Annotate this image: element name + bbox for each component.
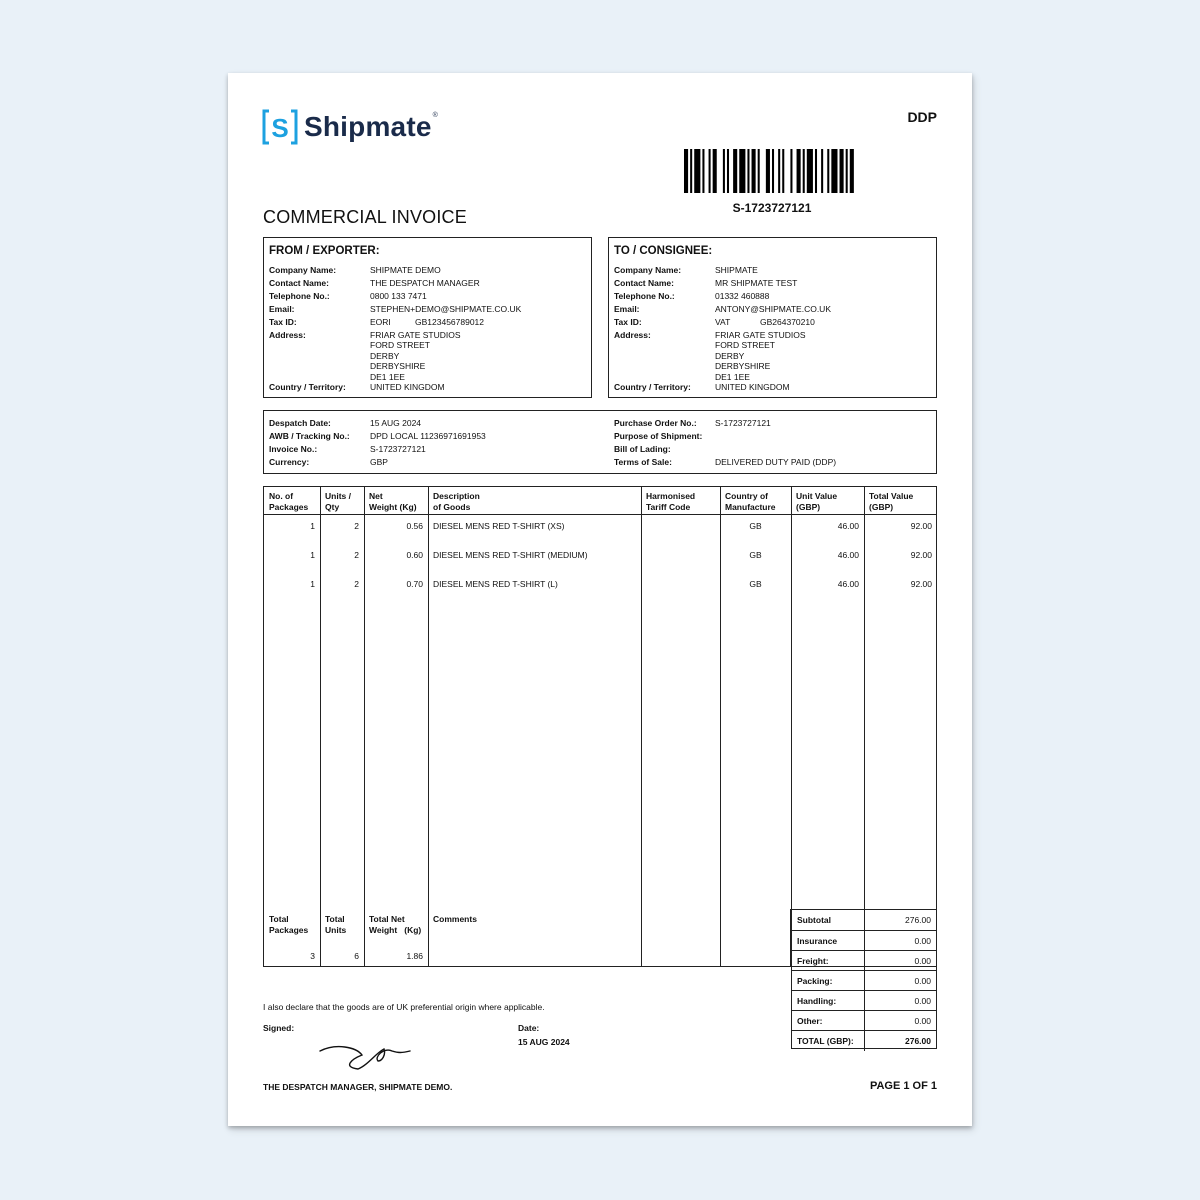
despatch-date: 15 AUG 2024: [370, 418, 422, 428]
column-divider: [641, 487, 642, 966]
consignee-company-label: Company Name:: [614, 265, 682, 275]
header-total-value: Total Value (GBP): [869, 491, 914, 512]
consignee-phone: 01332 460888: [715, 291, 770, 301]
cell-country: GB: [749, 579, 762, 589]
exporter-country-label: Country / Territory:: [269, 382, 346, 392]
total-weight: 1.86: [406, 951, 423, 961]
address-line: FRIAR GATE STUDIOS: [715, 330, 806, 340]
header-tariff: Harmonised Tariff Code: [646, 491, 696, 512]
summary-row: Insurance 0.00: [792, 930, 936, 951]
header-packages: No. of Packages: [269, 491, 309, 512]
summary-box: [791, 909, 937, 1049]
barcode-bar: [690, 149, 692, 193]
exporter-company: SHIPMATE DEMO: [370, 265, 441, 275]
barcode-bar: [702, 149, 704, 193]
cell-country: GB: [749, 550, 762, 560]
barcode-bar: [815, 149, 817, 193]
barcode-bar: [709, 149, 711, 193]
cell-packages: 1: [310, 521, 315, 531]
barcode-bar: [766, 149, 770, 193]
cell-unit-value: 46.00: [837, 550, 859, 560]
address-line: FORD STREET: [370, 340, 430, 351]
barcode-bar: [723, 149, 725, 193]
document-title: COMMERCIAL INVOICE: [263, 207, 467, 227]
items-table: [263, 486, 937, 967]
summary-row: Other: 0.00: [792, 1010, 936, 1031]
exporter-tax-label: Tax ID:: [269, 317, 297, 327]
cell-packages: 1: [310, 550, 315, 560]
po-label: Purchase Order No.:: [614, 418, 697, 428]
terms-label: Terms of Sale:: [614, 457, 672, 467]
signed-label: Signed:: [263, 1023, 295, 1033]
exporter-address-label: Address:: [269, 330, 306, 340]
barcode-bar: [733, 149, 737, 193]
cell-total-value: 92.00: [910, 521, 932, 531]
header-country: Country of Manufacture: [725, 491, 776, 512]
barcode-bar: [778, 149, 780, 193]
consignee-company: SHIPMATE: [715, 265, 758, 275]
registered-mark: ®: [432, 111, 438, 119]
barcode-number: S-1723727121: [732, 201, 812, 215]
address-line: FORD STREET: [715, 340, 775, 351]
tracking-number: DPD LOCAL 11236971691953: [370, 431, 486, 441]
exporter-title: FROM / EXPORTER:: [269, 245, 380, 257]
header-unit-value: Unit Value (GBP): [796, 491, 838, 512]
cell-weight: 0.70: [406, 579, 423, 589]
barcode-bar: [840, 149, 844, 193]
header-weight: Net Weight (Kg): [369, 491, 417, 512]
date-label: Date:: [518, 1023, 540, 1033]
barcode-bar: [827, 149, 829, 193]
cell-country: GB: [749, 521, 762, 531]
consignee-contact-label: Contact Name:: [614, 278, 674, 288]
address-line: DERBY: [370, 350, 400, 361]
consignee-title: TO / CONSIGNEE:: [614, 245, 713, 257]
column-divider: [428, 487, 429, 966]
summary-total-row: TOTAL (GBP): 276.00: [792, 1030, 936, 1051]
total-units: 6: [354, 951, 359, 961]
consignee-phone-label: Telephone No.:: [614, 291, 675, 301]
consignee-box: [608, 237, 937, 398]
barcode-bar: [782, 149, 784, 193]
barcode-bar: [727, 149, 729, 193]
barcode-bar: [831, 149, 837, 193]
barcode-bar: [846, 149, 848, 193]
despatch-date-label: Despatch Date:: [269, 418, 331, 428]
summary-row: Subtotal 276.00: [792, 910, 936, 930]
consignee-tax-id: GB264370210: [760, 317, 815, 327]
exporter-box: [263, 237, 592, 398]
cell-qty: 2: [354, 521, 359, 531]
exporter-contact-label: Contact Name:: [269, 278, 329, 288]
address-line: FRIAR GATE STUDIOS: [370, 330, 461, 340]
page-number: PAGE 1 OF 1: [869, 1080, 937, 1092]
cell-packages: 1: [310, 579, 315, 589]
barcode-bar: [713, 149, 717, 193]
summary-row: Packing: 0.00: [792, 970, 936, 991]
comments-label: Comments: [433, 914, 477, 924]
tracking-label: AWB / Tracking No.:: [269, 431, 350, 441]
currency: GBP: [370, 457, 388, 467]
terms-of-sale: DELIVERED DUTY PAID (DDP): [715, 457, 837, 467]
cell-weight: 0.60: [406, 550, 423, 560]
consignee-country-label: Country / Territory:: [614, 382, 691, 392]
exporter-address: [370, 330, 461, 382]
cell-total-value: 92.00: [910, 579, 932, 589]
invoice-number: S-1723727121: [370, 444, 426, 454]
consignee-email: ANTONY@SHIPMATE.CO.UK: [715, 304, 831, 314]
cell-description: DIESEL MENS RED T-SHIRT (MEDIUM): [433, 550, 588, 560]
barcode-bar: [752, 149, 756, 193]
barcode-bar: [850, 149, 854, 193]
exporter-phone: 0800 133 7471: [370, 291, 427, 301]
exporter-tax-type: EORI: [370, 317, 391, 327]
cell-total-value: 92.00: [910, 550, 932, 560]
signer-name: THE DESPATCH MANAGER, SHIPMATE DEMO.: [263, 1082, 453, 1092]
barcode-bar: [684, 149, 688, 193]
barcode-bar: [747, 149, 749, 193]
total-packages-label: Total Packages: [269, 914, 309, 935]
cell-description: DIESEL MENS RED T-SHIRT (XS): [433, 521, 565, 531]
invoice-no-label: Invoice No.:: [269, 444, 318, 454]
barcode-bar: [758, 149, 760, 193]
address-line: DE1 1EE: [715, 371, 750, 382]
consignee-tax-type: VAT: [715, 317, 731, 327]
date-value: 15 AUG 2024: [518, 1037, 570, 1047]
purpose-label: Purpose of Shipment:: [614, 431, 703, 441]
po-number: S-1723727121: [715, 418, 771, 428]
svg-text:S: S: [271, 113, 289, 143]
header-qty: Units / Qty: [325, 491, 351, 512]
total-packages: 3: [310, 951, 315, 961]
logo-wordmark: Shipmate: [304, 111, 432, 142]
cell-description: DIESEL MENS RED T-SHIRT (L): [433, 579, 558, 589]
shipmate-logo-icon: [262, 109, 298, 145]
declaration: I also declare that the goods are of UK preferential origin where applicable.: [263, 1002, 545, 1012]
exporter-tax-id: GB123456789012: [415, 317, 485, 327]
consignee-country: UNITED KINGDOM: [715, 382, 790, 392]
barcode-bar: [807, 149, 813, 193]
barcode-bar: [821, 149, 823, 193]
cell-unit-value: 46.00: [837, 521, 859, 531]
cell-qty: 2: [354, 550, 359, 560]
barcode-bar: [790, 149, 792, 193]
column-divider: [428, 909, 429, 966]
exporter-email-label: Email:: [269, 304, 295, 314]
summary-row: Handling: 0.00: [792, 990, 936, 1011]
header-description: Description of Goods: [433, 491, 480, 512]
address-line: DERBYSHIRE: [715, 361, 771, 372]
signature: [316, 1041, 416, 1079]
barcode-bar: [772, 149, 774, 193]
address-line: DERBYSHIRE: [370, 361, 426, 372]
barcode-bar: [694, 149, 700, 193]
exporter-email: STEPHEN+DEMO@SHIPMATE.CO.UK: [370, 304, 522, 314]
barcode-bar: [739, 149, 745, 193]
invoice-page: [228, 73, 972, 1126]
bol-label: Bill of Lading:: [614, 444, 671, 454]
exporter-phone-label: Telephone No.:: [269, 291, 330, 301]
currency-label: Currency:: [269, 457, 310, 467]
cell-unit-value: 46.00: [837, 579, 859, 589]
barcode: [684, 149, 860, 193]
cell-qty: 2: [354, 579, 359, 589]
incoterm-label: DDP: [907, 109, 937, 125]
exporter-contact: THE DESPATCH MANAGER: [370, 278, 480, 288]
cell-weight: 0.56: [406, 521, 423, 531]
address-line: DERBY: [715, 350, 745, 361]
consignee-tax-label: Tax ID:: [614, 317, 642, 327]
exporter-country: UNITED KINGDOM: [370, 382, 445, 392]
address-line: DE1 1EE: [370, 371, 405, 382]
shipmate-logo: [262, 109, 438, 145]
summary-row: Freight: 0.00: [792, 950, 936, 971]
barcode-bar: [803, 149, 805, 193]
barcode-bar: [797, 149, 801, 193]
totals-box: [263, 909, 791, 967]
consignee-email-label: Email:: [614, 304, 640, 314]
consignee-address: [715, 330, 806, 382]
consignee-address-label: Address:: [614, 330, 651, 340]
consignee-contact: MR SHIPMATE TEST: [715, 278, 798, 288]
total-weight-label: Total Net Weight (Kg): [369, 914, 422, 935]
total-units-label: Total Units: [325, 914, 347, 935]
shipment-details-box: [263, 410, 937, 474]
exporter-company-label: Company Name:: [269, 265, 337, 275]
